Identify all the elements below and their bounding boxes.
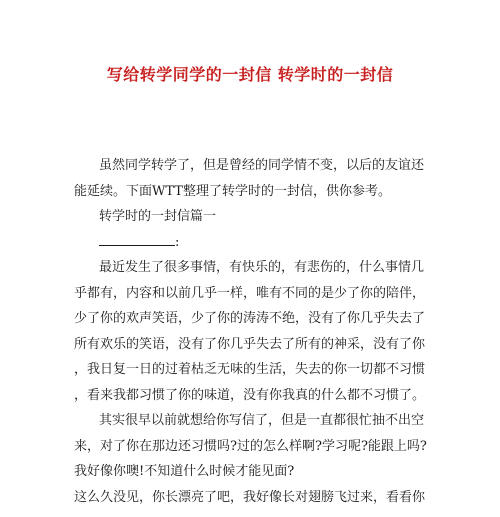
paragraph: ，我日复一日的过着枯乏无味的生活，失去的你一切都不习惯 (74, 362, 426, 377)
paragraph: 最近发生了很多事情，有快乐的，有悲伤的，什么事情几 (99, 260, 425, 275)
paragraph: 虽然同学转学了，但是曾经的同学情不变，以后的友谊还 (99, 158, 425, 173)
salutation-blank (99, 231, 175, 246)
paragraph: 少了你的欢声笑语，少了你的涛涛不绝，没有了你几乎失去了 (74, 311, 426, 326)
paragraph: 所有欢乐的笑语，没有了你几乎失去了所有的神采，没有了你 (74, 336, 426, 352)
paragraph: 能延续。下面WTT整理了转学时的一封信，供你参考。 (74, 183, 391, 199)
document-body (74, 153, 440, 510)
paragraph: 乎都有，内容和以前几乎一样，唯有不同的是少了你的陪伴， (74, 285, 426, 301)
paragraph: 这么久没见，你长漂亮了吧，我好像长对翅膀飞过来，看看你 (74, 489, 426, 505)
paragraph: ，看来我都习惯了你的味道，没有你我真的什么都不习惯了。 (74, 387, 426, 403)
salutation-line (74, 230, 440, 256)
section-heading: 转学时的一封信篇一 (99, 209, 217, 224)
salutation-colon: : (175, 234, 180, 250)
document-title: 写给转学同学的一封信 转学时的一封信 (106, 65, 394, 84)
paragraph: 我好像你噢!不知道什么时候才能见面? (74, 464, 295, 479)
paragraph: 来，对了你在那边还习惯吗?过的怎么样啊?学习呢?能跟上吗? (74, 438, 427, 454)
paragraph: 其实很早以前就想给你写信了，但是一直都很忙抽不出空 (99, 413, 425, 428)
